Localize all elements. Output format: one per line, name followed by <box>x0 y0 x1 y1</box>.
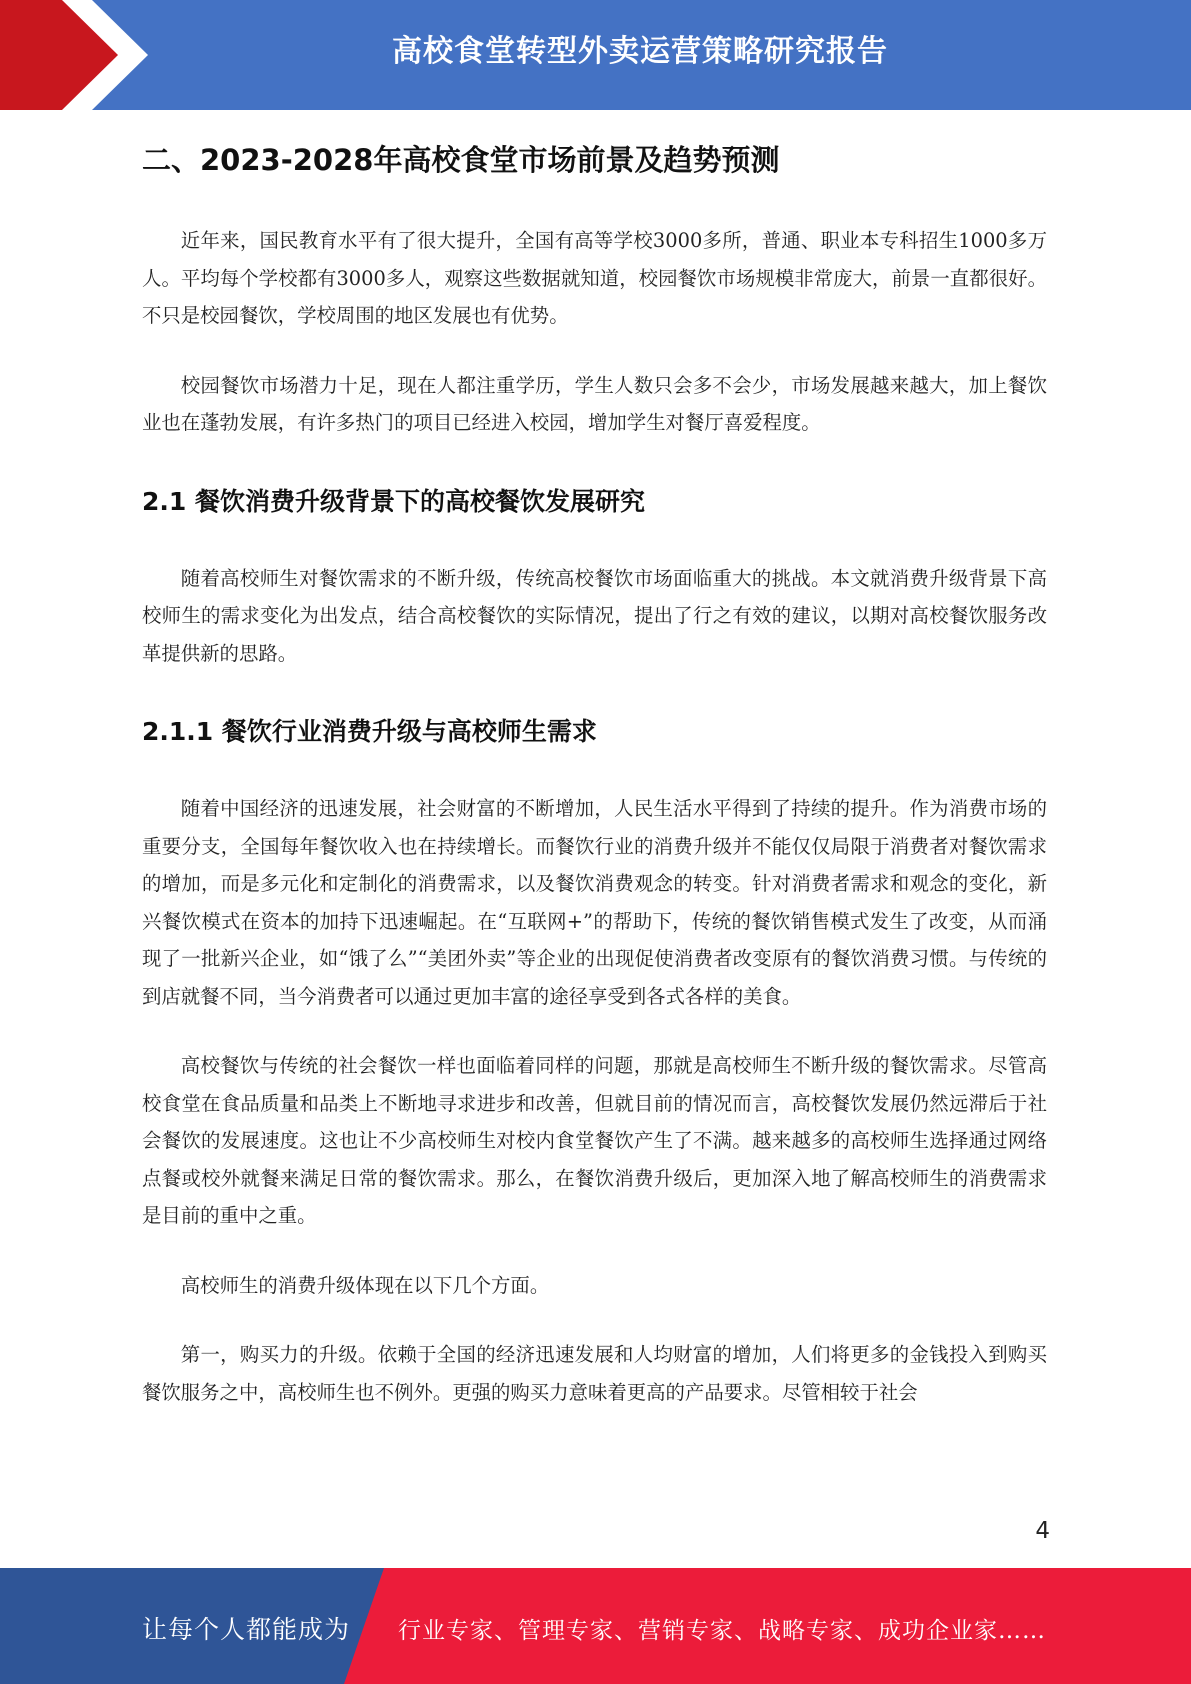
page-number: 4 <box>1035 1518 1050 1544</box>
page-content <box>142 140 1047 1411</box>
subsubsection-heading: 2.1.1 餐饮行业消费升级与高校师生需求 <box>142 717 597 746</box>
subsection-heading: 2.1 餐饮消费升级背景下的高校餐饮发展研究 <box>142 486 645 516</box>
footer-slogan-left: 让每个人都能成为 <box>142 1615 351 1644</box>
paragraph: 校园餐饮市场潜力十足，现在人都注重学历，学生人数只会多不会少，市场发展越来越大，加上餐饮业也在蓬勃发展，有许多热门的项目已经进入校园，增加学生对餐厅喜爱程度。 <box>142 373 1047 434</box>
section-heading: 二、2023-2028年高校食堂市场前景及趋势预测 <box>142 143 780 177</box>
header-arrow-decoration <box>0 0 160 110</box>
report-title: 高校食堂转型外卖运营策略研究报告 <box>392 34 888 69</box>
footer-slogan-right: 行业专家、管理专家、营销专家、战略专家、成功企业家…… <box>398 1618 1046 1644</box>
paragraph: 第一，购买力的升级。依赖于全国的经济迅速发展和人均财富的增加，人们将更多的金钱投入到购买餐饮服务之中，高校师生也不例外。更强的购买力意味着更高的产品要求。尽管相较于社会 <box>142 1343 1047 1404</box>
footer-band <box>0 1568 1191 1684</box>
paragraph: 高校餐饮与传统的社会餐饮一样也面临着同样的问题，那就是高校师生不断升级的餐饮需求。尽管高校食堂在食品质量和品类上不断地寻求进步和改善，但就目前的情况而言，高校餐饮发展仍然远滞后于社会餐饮的发展速度。这也让不少高校师生对校内食堂餐饮产生了不满。越来越多的高校师生选择通过网络点餐或校外就餐来满足日常的餐饮需求。那么，在餐饮消费升级后，更加深入地了解高校师生的消费需求是目前的重中之重。 <box>142 1054 1047 1227</box>
header-band <box>0 0 1191 110</box>
paragraph: 高校师生的消费升级体现在以下几个方面。 <box>180 1273 550 1297</box>
paragraph: 随着高校师生对餐饮需求的不断升级，传统高校餐饮市场面临重大的挑战。本文就消费升级背景下高校师生的需求变化为出发点，结合高校餐饮的实际情况，提出了行之有效的建议，以期对高校餐饮服务改革提供新的思路。 <box>142 566 1047 665</box>
paragraph: 随着中国经济的迅速发展，社会财富的不断增加，人民生活水平得到了持续的提升。作为消费市场的重要分支，全国每年餐饮收入也在持续增长。而餐饮行业的消费升级并不能仅仅局限于消费者对餐饮需求的增加，而是多元化和定制化的消费需求，以及餐饮消费观念的转变。针对消费者需求和观念的变化，新兴餐饮模式在资本的加持下迅速崛起。在“互联网+”的帮助下，传统的餐饮销售模式发生了改变，从而涌现了一批新兴企业，如“饿了么”“美团外卖”等企业的出现促使消费者改变原有的餐饮消费习惯。与传统的到店就餐不同，当今消费者可以通过更加丰富的途径享受到各式各样的美食。 <box>142 797 1047 1008</box>
paragraph: 近年来，国民教育水平有了很大提升，全国有高等学校3000多所，普通、职业本专科招生1000多万人。平均每个学校都有3000多人，观察这些数据就知道，校园餐饮市场规模非常庞大，前景一直都很好。不只是校园餐饮，学校周围的地区发展也有优势。 <box>142 229 1047 327</box>
